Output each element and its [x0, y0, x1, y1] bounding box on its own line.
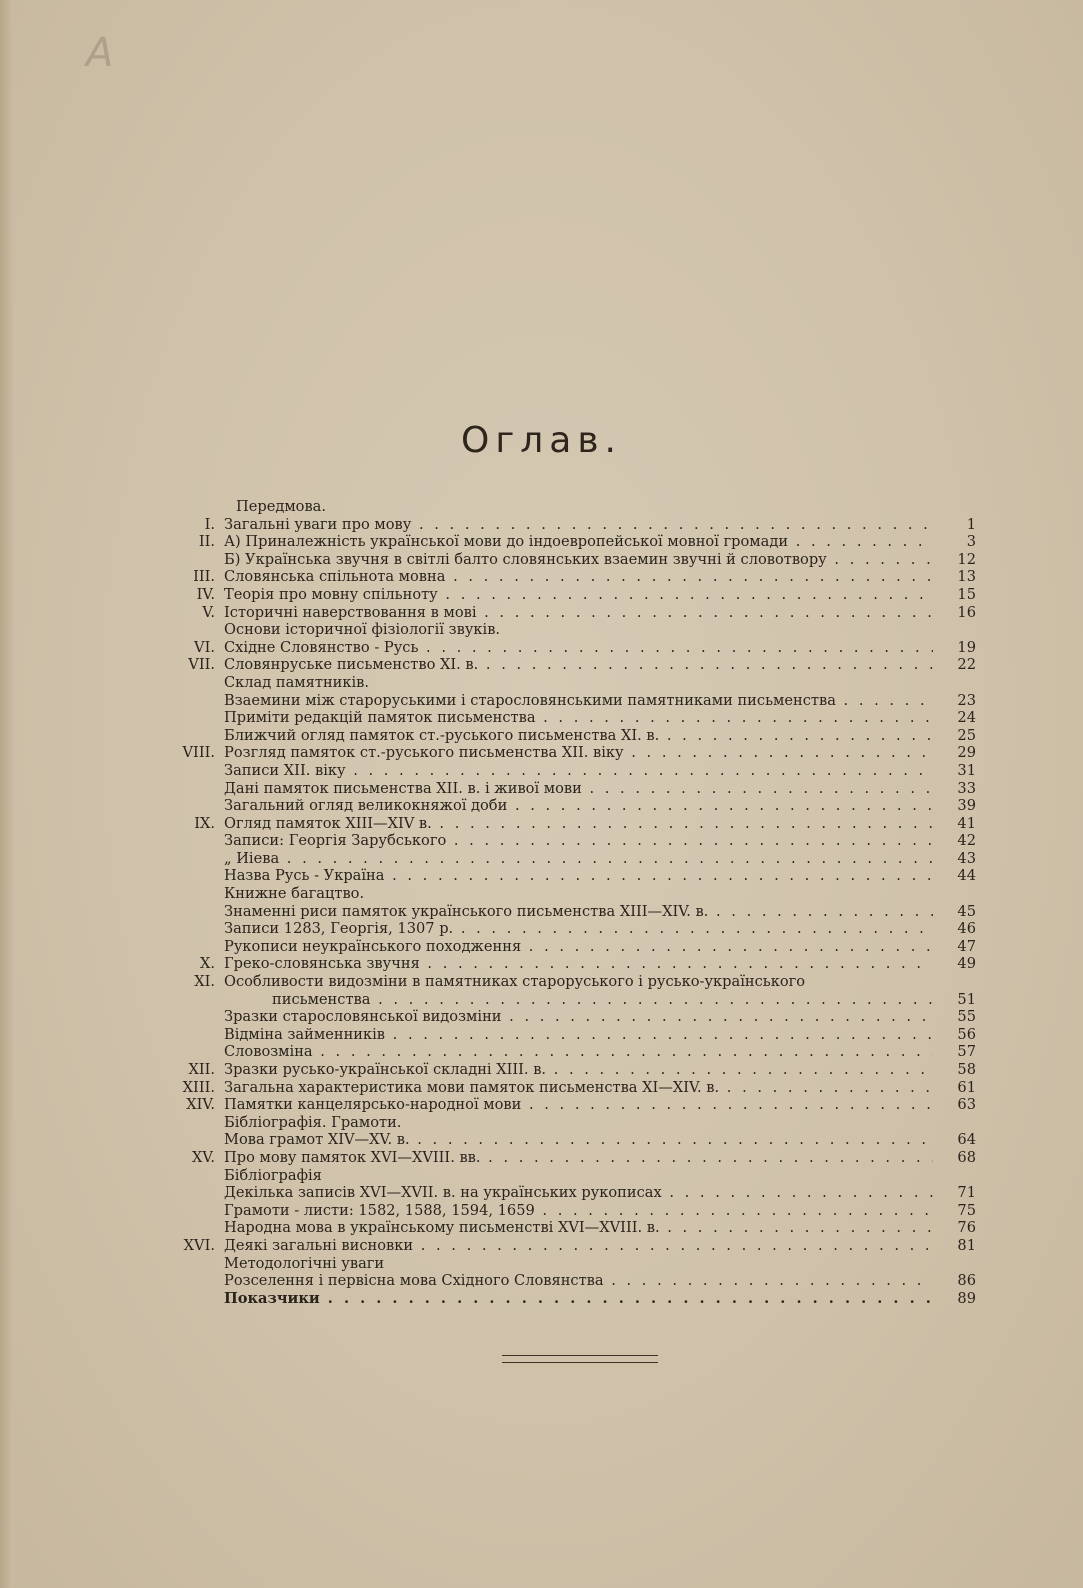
toc-chapter-number: XI. [194, 973, 215, 991]
toc-page-number: 15 [957, 585, 976, 603]
toc-page-number: 44 [957, 867, 976, 885]
toc-chapter-number: V. [202, 603, 215, 621]
toc-chapter-number: VII. [188, 656, 215, 674]
toc-entry [0, 1114, 1083, 1132]
toc-page-number: 16 [957, 603, 976, 621]
toc-entry-title: Зразки русько-української складні XIII. в. . . [224, 1061, 933, 1079]
toc-entry-title: Назва Русь - Україна . . [224, 867, 933, 885]
toc-chapter-number: XV. [191, 1148, 215, 1166]
toc-page-number: 23 [957, 691, 976, 709]
toc-page-number: 13 [957, 568, 976, 586]
toc-page-number: 64 [957, 1131, 976, 1149]
toc-entry [0, 709, 1083, 727]
toc-entry [0, 1255, 1083, 1273]
toc-entry [0, 955, 1083, 973]
toc-entry-title: Грамоти - листи: 1582, 1588, 1594, 1659 . . [224, 1202, 933, 1220]
toc-entry-title: Мова грамот XIV—XV. в. . . [224, 1131, 933, 1149]
toc-chapter-number: XIII. [182, 1078, 215, 1096]
toc-entry [0, 1219, 1083, 1237]
toc-entry-title: Загальні уваги про мову . . [224, 516, 933, 534]
toc-page-number: 61 [957, 1078, 976, 1096]
toc-page-number: 63 [957, 1096, 976, 1114]
toc-entry [0, 639, 1083, 657]
toc-entry-title: Записи XII. віку . . [224, 762, 933, 780]
toc-page-number: 56 [957, 1025, 976, 1043]
page-title: Оглав. [461, 420, 622, 461]
toc-entry [0, 498, 1083, 516]
toc-chapter-number: I. [204, 515, 215, 533]
toc-entry-title: Бібліографія [224, 1166, 322, 1184]
toc-entry [0, 1202, 1083, 1220]
toc-page-number: 68 [957, 1148, 976, 1166]
toc-entry [0, 621, 1083, 639]
table-of-contents [0, 498, 1083, 1307]
toc-entry-title: Розселення і первісна мова Східного Словянства . . [224, 1272, 933, 1290]
toc-page-number: 47 [957, 937, 976, 955]
toc-page-number: 43 [957, 849, 976, 867]
toc-entry [0, 692, 1083, 710]
toc-entry-title: Загальний огляд великокняжої доби . . [224, 797, 933, 815]
toc-page-number: 46 [957, 920, 976, 938]
toc-entry [0, 920, 1083, 938]
toc-entry [0, 1026, 1083, 1044]
toc-entry [0, 780, 1083, 798]
toc-entry-title: Б) Українська звучня в світлі балто словянських взаемин звучні й словотвору . . [224, 551, 933, 569]
toc-page-number: 76 [957, 1219, 976, 1237]
toc-page-number: 89 [957, 1289, 976, 1307]
toc-entry [0, 867, 1083, 885]
toc-entry-title: Теорія про мовну спільноту . . [224, 586, 933, 604]
toc-chapter-number: VI. [194, 638, 215, 656]
toc-entry-title: Методологічні уваги [224, 1254, 385, 1272]
toc-entry-title: Дані памяток письменства XII. в. і живої мови . . [224, 780, 933, 798]
toc-page-number: 1 [966, 515, 976, 533]
toc-entry [0, 885, 1083, 903]
toc-entry-title: Розгляд памяток ст.-руського письменства XII. віку . . [224, 744, 933, 762]
toc-entry [0, 938, 1083, 956]
toc-entry-title: Записи: Георгія Зарубського . . [224, 832, 933, 850]
toc-entry-title: Декілька записів XVI—XVII. в. на українських рукописах . . [224, 1184, 933, 1202]
closing-rule-top [502, 1355, 658, 1356]
toc-entry [0, 815, 1083, 833]
toc-entry [0, 604, 1083, 622]
toc-entry [0, 1272, 1083, 1290]
toc-entry [0, 1043, 1083, 1061]
toc-entry [0, 1149, 1083, 1167]
toc-page-number: 57 [957, 1043, 976, 1061]
toc-entry [0, 762, 1083, 780]
toc-entry [0, 973, 1083, 991]
toc-page-number: 75 [957, 1201, 976, 1219]
toc-entry-title: Історичні наверствовання в мові . . [224, 604, 933, 622]
toc-page-number: 49 [957, 955, 976, 973]
toc-entry-title: Ближчий огляд памяток ст.-руського письменства XI. в. . . [224, 727, 933, 745]
toc-entry-title: Передмова. [236, 498, 327, 515]
toc-entry [0, 656, 1083, 674]
toc-entry-title: Рукописи неукраїнського походження . . [224, 938, 933, 956]
toc-entry-title: А) Приналежність української мови до індоевропейської мовної громади . . [224, 533, 933, 551]
toc-chapter-number: II. [198, 533, 215, 551]
toc-chapter-number: XIV. [186, 1096, 215, 1114]
toc-entry-title: Склад памятників. [224, 673, 370, 691]
toc-entry-title: Загальна характеристика мови памяток письменства XI—XIV. в. . . [224, 1079, 933, 1097]
toc-page-number: 42 [957, 832, 976, 850]
toc-chapter-number: IX. [194, 814, 215, 832]
toc-page-number: 58 [957, 1061, 976, 1078]
toc-page-number: 81 [957, 1236, 976, 1254]
toc-page-number: 71 [957, 1184, 976, 1202]
toc-entry-title: Записи 1283, Георгія, 1307 р. . . [224, 920, 933, 938]
toc-page-number: 31 [957, 761, 976, 779]
toc-page-number: 86 [957, 1272, 976, 1290]
toc-entry [0, 1079, 1083, 1097]
toc-chapter-number: III. [193, 568, 215, 586]
toc-chapter-number: X. [199, 955, 215, 973]
toc-entry [0, 1131, 1083, 1149]
toc-entry-title: письменства . . [272, 991, 933, 1009]
toc-entry-title: Греко-словянська звучня . . [224, 955, 933, 973]
toc-page-number: 45 [957, 902, 976, 920]
toc-page-number: 22 [957, 656, 976, 674]
toc-chapter-number: XII. [188, 1061, 215, 1078]
toc-page-number: 33 [957, 779, 976, 797]
toc-entry [0, 991, 1083, 1009]
toc-entry-title: Взаемини між староруськими і старословянськими памятниками письменства . . [224, 692, 933, 710]
toc-entry [0, 850, 1083, 868]
toc-entry [0, 1237, 1083, 1255]
toc-entry-title: Відміна займенників . . [224, 1026, 933, 1044]
toc-entry-title: Приміти редакцій памяток письменства . . [224, 709, 933, 727]
toc-entry [0, 551, 1083, 569]
toc-entry-title: Особливости видозміни в памятниках староруського і русько-українського [224, 973, 806, 991]
toc-entry [0, 903, 1083, 921]
toc-page-number: 24 [957, 709, 976, 727]
toc-entry [0, 586, 1083, 604]
toc-chapter-number: IV. [196, 585, 215, 603]
toc-entry [0, 832, 1083, 850]
toc-entry [0, 1061, 1083, 1079]
toc-page-number: 41 [957, 814, 976, 832]
toc-entry [0, 568, 1083, 586]
toc-entry-title: Показчики . . [224, 1290, 933, 1308]
toc-entry [0, 797, 1083, 815]
toc-entry-title: Памятки канцелярсько-народної мови . . [224, 1096, 933, 1114]
toc-entry-title: Словянська спільнота мовна . . [224, 568, 933, 586]
toc-entry [0, 1184, 1083, 1202]
closing-rule-bottom [502, 1362, 658, 1363]
toc-entry-title: Східне Словянство - Русь . . [224, 639, 933, 657]
toc-page-number: 29 [957, 744, 976, 762]
toc-entry [0, 727, 1083, 745]
toc-page-number: 19 [957, 638, 976, 656]
toc-entry-title: Основи історичної фізіології звуків. [224, 621, 501, 639]
toc-entry-title: Народна мова в українському письменстві XVI—XVIII. в. . . [224, 1219, 933, 1237]
toc-page-number: 51 [957, 990, 976, 1008]
toc-entry [0, 1167, 1083, 1185]
toc-entry-title: „ Иіева . . [224, 850, 933, 868]
toc-entry-title: Знаменні риси памяток українського письменства XIII—XIV. в. . . [224, 903, 933, 921]
toc-entry-title: Деякі загальні висновки . . [224, 1237, 933, 1255]
toc-page-number: 12 [957, 550, 976, 568]
toc-entry [0, 744, 1083, 762]
toc-page-number: 55 [957, 1008, 976, 1026]
toc-chapter-number: XVI. [183, 1236, 215, 1254]
toc-entry [0, 674, 1083, 692]
toc-entry [0, 533, 1083, 551]
toc-entry-title: Зразки старословянської видозміни . . [224, 1008, 933, 1026]
toc-page-number: 25 [957, 726, 976, 744]
toc-page-number: 3 [966, 533, 976, 551]
toc-entry [0, 516, 1083, 534]
toc-entry-title: Словянруське письменство XI. в. . . [224, 656, 933, 674]
toc-entry-title: Бібліографія. Грамоти. [224, 1113, 402, 1131]
toc-entry-title: Словозміна . . [224, 1043, 933, 1061]
toc-entry-title: Книжне багацтво. [224, 885, 365, 903]
toc-entry [0, 1290, 1083, 1308]
toc-chapter-number: VIII. [182, 744, 215, 762]
toc-entry [0, 1008, 1083, 1026]
toc-entry [0, 1096, 1083, 1114]
toc-page-number: 39 [957, 797, 976, 815]
toc-entry-title: Про мову памяток XVI—XVIII. вв. . . [224, 1149, 933, 1167]
pencil-annotation: A [86, 30, 114, 76]
toc-entry-title: Огляд памяток XIII—XIV в. . . [224, 815, 933, 833]
